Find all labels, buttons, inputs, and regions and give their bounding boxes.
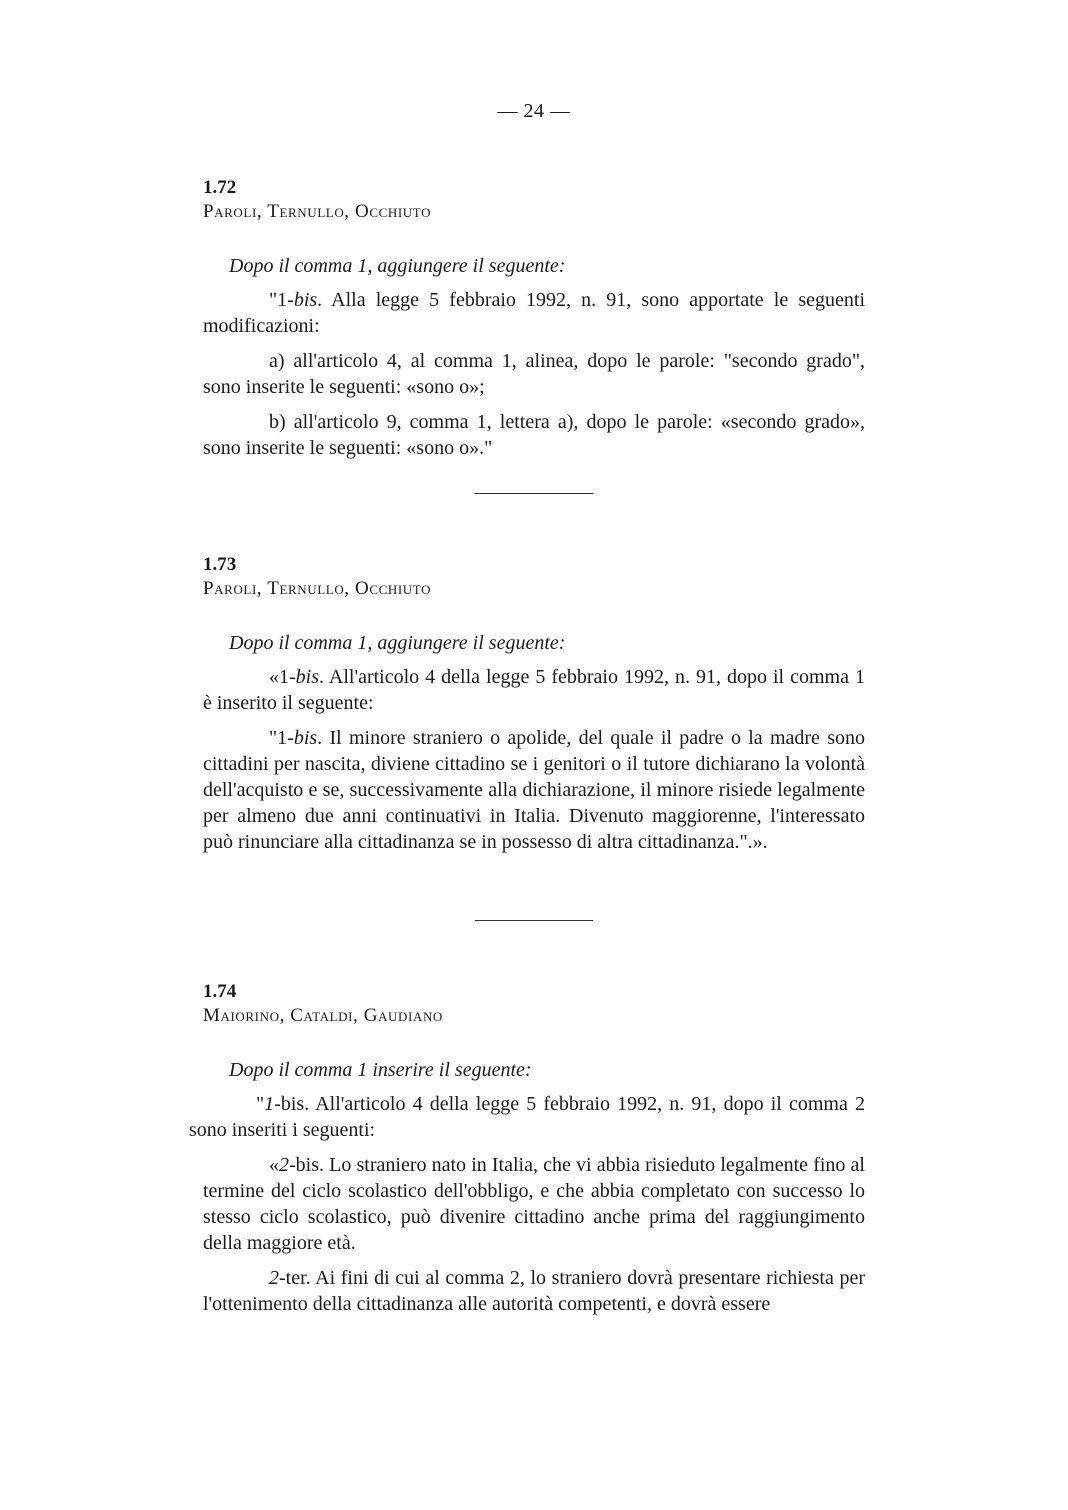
amendment-paragraph	[203, 664, 865, 716]
text-run: «	[269, 1154, 279, 1176]
amendment-paragraph	[203, 1265, 865, 1317]
text-run: . Il minore straniero o apolide, del quale il padre o la madre sono cittadini per nascita, diviene cittadino se i genitori o il tutore dichiarano la volontà dell'acquisto e se, successivamente alla dichiarazione, il minore risiede legalmente per almeno due anni continuativi in Italia. Divenuto maggiorenne, l'interessato può rinunciare alla cittadinanza se in possesso di altra cittadinanza.".».	[203, 727, 865, 853]
italic-run: 2	[279, 1154, 289, 1176]
amendment-1-72	[203, 176, 865, 470]
italic-run: 1	[264, 1093, 275, 1115]
amendment-number: 1.74	[203, 981, 237, 1002]
amendment-authors: Paroli, Ternullo, Occhiuto	[203, 578, 432, 599]
text-run: -bis. All'articolo 4 della legge 5 febbraio 1992, n. 91, dopo il comma 2 sono inseriti i seguenti:	[189, 1093, 865, 1141]
amendment-number: 1.73	[203, 554, 237, 575]
amendment-authors: Maiorino, Cataldi, Gaudiano	[203, 1005, 443, 1026]
amendment-paragraph	[203, 287, 865, 339]
text-run: . Alla legge 5 febbraio 1992, n. 91, sono apportate le seguenti modificazioni:	[203, 289, 865, 337]
italic-run: 2	[269, 1267, 279, 1289]
amendment-paragraph	[189, 1091, 865, 1143]
italic-run: bis	[293, 727, 318, 749]
text-run: "	[256, 1093, 265, 1115]
text-run: -bis. Lo straniero nato in Italia, che vi abbia risieduto legalmente fino al termine del ciclo scolastico dell'obbligo, e che abbia completato con successo lo stesso ciclo scolastico, può divenire cittadino anche prima del raggiungimento della maggiore età.	[203, 1154, 865, 1254]
amendment-1-74	[189, 980, 865, 1326]
text-run: «1-	[269, 666, 296, 688]
section-divider	[475, 493, 593, 494]
amendment-intro: Dopo il comma 1, aggiungere il seguente:	[229, 632, 566, 654]
section-divider	[475, 920, 593, 921]
text-run: -ter. Ai fini di cui al comma 2, lo straniero dovrà presentare richiesta per l'ottenimento della cittadinanza alle autorità competenti, e dovrà essere	[203, 1267, 865, 1315]
amendment-paragraph: a) all'articolo 4, al comma 1, alinea, dopo le parole: "secondo grado", sono inserite le seguenti: «sono o»;	[203, 350, 865, 398]
amendment-number: 1.72	[203, 177, 237, 198]
text-run: "1-	[269, 727, 294, 749]
italic-run: bis	[295, 666, 320, 688]
amendment-intro: Dopo il comma 1 inserire il seguente:	[229, 1059, 532, 1081]
text-run: "1-	[269, 289, 294, 311]
amendment-paragraph	[203, 1152, 865, 1256]
amendment-paragraph	[203, 725, 865, 855]
amendment-authors: Paroli, Ternullo, Occhiuto	[203, 201, 432, 222]
text-run: . All'articolo 4 della legge 5 febbraio 1992, n. 91, dopo il comma 1 è inserito il seguente:	[203, 666, 865, 714]
page-number: — 24 —	[497, 100, 571, 122]
amendment-intro: Dopo il comma 1, aggiungere il seguente:	[229, 255, 566, 277]
amendment-1-73	[203, 553, 865, 864]
amendment-paragraph: b) all'articolo 9, comma 1, lettera a), dopo le parole: «secondo grado», sono inserite le seguenti: «sono o»."	[203, 411, 865, 459]
italic-run: bis	[293, 289, 318, 311]
